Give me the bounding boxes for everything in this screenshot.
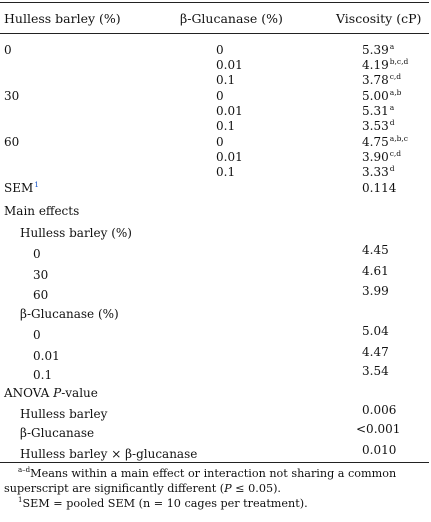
glucanase-mean: 3.54 — [362, 364, 389, 378]
main-effects-label: Main effects — [4, 204, 80, 218]
glucanase-level: 0 — [216, 89, 224, 103]
glucanase-mean: 5.04 — [362, 324, 389, 338]
table-bottom-rule — [0, 462, 429, 463]
table-top-rule — [0, 2, 429, 3]
viscosity-value: 4.19$^{b,c,d}$ — [362, 57, 409, 72]
header-rule — [0, 33, 429, 34]
footnote-significance-line2: superscript are significantly different (P ≤ 0.05). — [4, 482, 281, 495]
barley-level: 0 — [33, 247, 41, 261]
barley-mean: 4.61 — [362, 264, 389, 278]
viscosity-value: 5.00$^{a,b}$ — [362, 88, 402, 103]
glucanase-level: 0 — [216, 135, 224, 149]
viscosity-value: 3.53$^d$ — [362, 118, 395, 133]
glucanase-level: 0.01 — [216, 150, 243, 164]
barley-mean: 4.45 — [362, 243, 389, 257]
anova-p-value: <0.001 — [356, 422, 401, 436]
sem-label: SEM$^1$ — [4, 180, 40, 195]
glucanase-level: 0.1 — [216, 73, 236, 87]
footnote-sem: $^1$SEM = pooled SEM (n = 10 cages per treatment). — [18, 496, 308, 510]
glucanase-level: 0.1 — [216, 165, 236, 179]
glucanase-level: 0.01 — [216, 104, 243, 118]
viscosity-value: 5.39$^a$ — [362, 42, 395, 57]
group-barley-level: 60 — [4, 135, 20, 149]
group-barley-level: 30 — [4, 89, 20, 103]
main-effect-glucanase-label: β-Glucanase (%) — [20, 307, 119, 321]
header-hulless-barley: Hulless barley (%) — [4, 11, 121, 26]
main-effect-barley-label: Hulless barley (%) — [20, 226, 132, 240]
glucanase-main-level: 0.01 — [33, 349, 60, 363]
footnote-significance-line1: $^{a-d}$Means within a main effect or interaction not sharing a common — [18, 466, 397, 480]
anova-term: Hulless barley — [20, 407, 108, 421]
glucanase-main-level: 0.1 — [33, 368, 53, 382]
group-barley-level: 0 — [4, 43, 12, 57]
barley-level: 60 — [33, 288, 49, 302]
glucanase-level: 0.1 — [216, 119, 236, 133]
anova-p-value: 0.006 — [362, 403, 397, 417]
barley-level: 30 — [33, 268, 49, 282]
header-viscosity: Viscosity (cP) — [336, 11, 422, 26]
anova-term: Hulless barley × β-glucanase — [20, 447, 198, 461]
viscosity-value: 5.31$^a$ — [362, 103, 395, 118]
glucanase-mean: 4.47 — [362, 345, 389, 359]
viscosity-value: 3.33$^d$ — [362, 164, 395, 179]
viscosity-value: 3.78$^{c,d}$ — [362, 72, 402, 87]
glucanase-main-level: 0 — [33, 328, 41, 342]
header-glucanase: β-Glucanase (%) — [180, 11, 283, 26]
anova-p-value: 0.010 — [362, 443, 397, 457]
barley-mean: 3.99 — [362, 284, 389, 298]
viscosity-value: 3.90$^{c,d}$ — [362, 149, 402, 164]
anova-term: β-Glucanase — [20, 426, 95, 440]
glucanase-level: 0 — [216, 43, 224, 57]
sem-value: 0.114 — [362, 181, 397, 195]
glucanase-level: 0.01 — [216, 58, 243, 72]
anova-label: ANOVA P-value — [4, 386, 98, 400]
viscosity-value: 4.75$^{a,b,c}$ — [362, 134, 408, 149]
